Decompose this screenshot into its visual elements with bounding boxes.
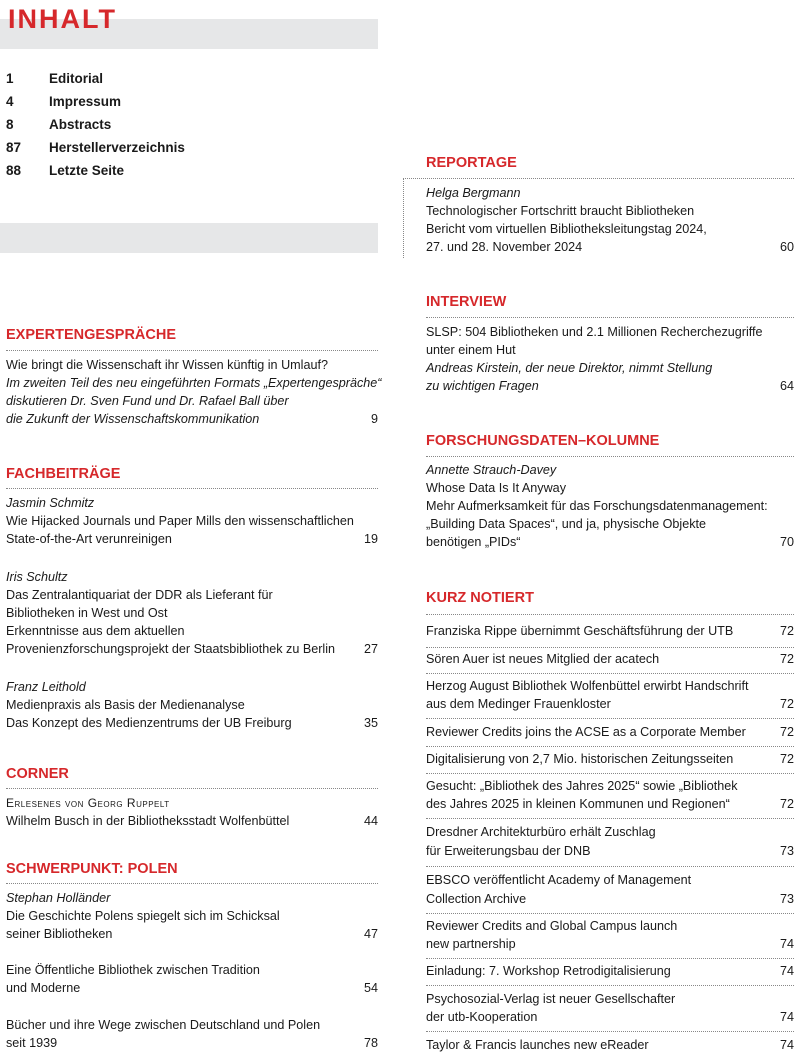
article-title[interactable]: Wie Hijacked Journals und Paper Mills den wissenschaftlichen [6, 514, 354, 528]
toc-row-letzte-seite[interactable] [6, 163, 124, 178]
article-author: Stephan Holländer [6, 891, 111, 905]
page-number: 73 [779, 892, 794, 906]
page-number: 27 [363, 642, 378, 656]
page-number: 72 [779, 752, 794, 766]
news-item-title[interactable]: Gesucht: „Bibliothek des Jahres 2025“ sowie „Bibliothek [426, 779, 738, 793]
item-rule [426, 958, 794, 959]
article-title[interactable]: Eine Öffentliche Bibliothek zwischen Tradition [6, 963, 260, 977]
article-title[interactable]: seit 1939 [6, 1036, 58, 1050]
toc-label: Impressum [49, 94, 122, 109]
news-item-title[interactable]: Taylor & Francis launches new eReader [426, 1038, 649, 1052]
article-subtitle: „Building Data Spaces“, und ja, physische Objekte [426, 517, 707, 531]
page-number: 78 [363, 1036, 378, 1050]
article-subtitle: Andreas Kirstein, der neue Direktor, nimmt Stellung [426, 361, 713, 375]
news-item-title[interactable]: Reviewer Credits joins the ACSE as a Corporate Member [426, 725, 746, 739]
page-number: 70 [779, 535, 794, 549]
toc-row-impressum[interactable] [6, 94, 121, 109]
section-heading-kurz-notiert: KURZ NOTIERT [426, 590, 534, 606]
news-item-title[interactable]: Franziska Rippe übernimmt Geschäftsführung der UTB [426, 624, 734, 638]
page-number: 54 [363, 981, 378, 995]
column-divider [403, 178, 404, 258]
article-title[interactable]: Bücher und ihre Wege zwischen Deutschland und Polen [6, 1018, 321, 1032]
article-author: Annette Strauch-Davey [426, 463, 557, 477]
news-item-title[interactable]: Einladung: 7. Workshop Retrodigitalisierung [426, 964, 671, 978]
item-rule [426, 866, 794, 867]
toc-row-editorial[interactable] [6, 71, 103, 86]
section-heading-interview: INTERVIEW [426, 294, 507, 310]
article-subtitle: diskutieren Dr. Sven Fund und Dr. Rafael Ball über [6, 394, 289, 408]
page-number: 72 [779, 697, 794, 711]
section-rule [426, 317, 794, 318]
divider-bar [0, 223, 378, 253]
section-rule [6, 488, 378, 489]
page-number: 72 [779, 624, 794, 638]
toc-page: 88 [6, 163, 22, 178]
article-title[interactable]: Whose Data Is It Anyway [426, 481, 566, 495]
page-number: 35 [363, 716, 378, 730]
toc-label: Herstellerverzeichnis [49, 140, 185, 155]
item-rule [426, 647, 794, 648]
toc-page: 8 [6, 117, 14, 132]
article-title[interactable]: Das Zentralantiquariat der DDR als Lieferant für [6, 588, 273, 602]
news-item-title[interactable]: new partnership [426, 937, 516, 951]
toc-page: 87 [6, 140, 22, 155]
article-author: Helga Bergmann [426, 186, 521, 200]
page-title: INHALT [8, 4, 117, 34]
toc-page: 1 [6, 71, 14, 86]
column-subtitle: Erlesenes von Georg Ruppelt [6, 796, 170, 810]
item-rule [426, 818, 794, 819]
section-rule [403, 178, 794, 179]
toc-label: Abstracts [49, 117, 112, 132]
page-number: 9 [370, 412, 378, 426]
item-rule [426, 1031, 794, 1032]
article-subtitle: die Zukunft der Wissenschaftskommunikation [6, 412, 260, 426]
news-item-title[interactable]: der utb-Kooperation [426, 1010, 538, 1024]
page-number: 74 [779, 1038, 794, 1052]
article-title[interactable]: Bibliotheken in West und Ost [6, 606, 168, 620]
article-title[interactable]: Die Geschichte Polens spiegelt sich im Schicksal [6, 909, 280, 923]
article-title[interactable]: Medienpraxis als Basis der Medienanalyse [6, 698, 245, 712]
toc-row-hersteller[interactable] [6, 140, 185, 155]
article-title[interactable]: seiner Bibliotheken [6, 927, 113, 941]
page-number: 72 [779, 797, 794, 811]
article-title[interactable]: und Moderne [6, 981, 81, 995]
page-number: 19 [363, 532, 378, 546]
news-item-title[interactable]: aus dem Medinger Frauenkloster [426, 697, 611, 711]
article-subtitle: 27. und 28. November 2024 [426, 240, 583, 254]
article-title[interactable]: Wilhelm Busch in der Bibliotheksstadt Wolfenbüttel [6, 814, 290, 828]
item-rule [426, 985, 794, 986]
article-author: Franz Leithold [6, 680, 86, 694]
page-number: 47 [363, 927, 378, 941]
page-number: 73 [779, 844, 794, 858]
news-item-title[interactable]: Reviewer Credits and Global Campus launch [426, 919, 678, 933]
section-heading-corner: CORNER [6, 766, 69, 782]
article-title[interactable]: Technologischer Fortschritt braucht Bibliotheken [426, 204, 695, 218]
toc-page: 4 [6, 94, 14, 109]
page-number: 74 [779, 964, 794, 978]
section-heading-expertengespraeche: EXPERTENGESPRÄCHE [6, 327, 177, 343]
page-number: 72 [779, 725, 794, 739]
page-number: 74 [779, 1010, 794, 1024]
news-item-title[interactable]: Psychosozial-Verlag ist neuer Gesellschafter [426, 992, 676, 1006]
item-rule [426, 746, 794, 747]
article-subtitle: Provenienzforschungsprojekt der Staatsbibliothek zu Berlin [6, 642, 336, 656]
section-rule [6, 883, 378, 884]
news-item-title[interactable]: Dresdner Architekturbüro erhält Zuschlag [426, 825, 656, 839]
article-subtitle: Das Konzept des Medienzentrums der UB Freiburg [6, 716, 292, 730]
page-number: 74 [779, 937, 794, 951]
toc-label: Editorial [49, 71, 104, 86]
article-title[interactable]: unter einem Hut [426, 343, 516, 357]
section-heading-reportage: REPORTAGE [426, 155, 517, 171]
item-rule [426, 673, 794, 674]
toc-label: Letzte Seite [49, 163, 125, 178]
item-rule [426, 718, 794, 719]
article-author: Iris Schultz [6, 570, 68, 584]
article-title[interactable]: State-of-the-Art verunreinigen [6, 532, 172, 546]
section-rule [426, 456, 794, 457]
news-item-title[interactable]: Sören Auer ist neues Mitglied der acatech [426, 652, 660, 666]
news-item-title[interactable]: für Erweiterungsbau der DNB [426, 844, 591, 858]
news-item-title[interactable]: Collection Archive [426, 892, 527, 906]
article-title[interactable]: Wie bringt die Wissenschaft ihr Wissen künftig in Umlauf? [6, 358, 328, 372]
section-rule [6, 788, 378, 789]
article-subtitle: Im zweiten Teil des neu eingeführten Formats „Expertengespräche“ [6, 376, 382, 390]
page-number: 72 [779, 652, 794, 666]
article-title[interactable]: SLSP: 504 Bibliotheken und 2.1 Millionen Recherchezugriffe [426, 325, 763, 339]
news-item-title[interactable]: Digitalisierung von 2,7 Mio. historischen Zeitungsseiten [426, 752, 734, 766]
news-item-title[interactable]: des Jahres 2025 in kleinen Kommunen und Regionen“ [426, 797, 730, 811]
page-number: 64 [779, 379, 794, 393]
section-rule [426, 614, 794, 615]
section-heading-forschungsdaten-kolumne: FORSCHUNGSDATEN–KOLUMNE [426, 433, 660, 449]
toc-row-abstracts[interactable] [6, 117, 111, 132]
article-subtitle: Bericht vom virtuellen Bibliotheksleitungstag 2024, [426, 222, 707, 236]
section-rule [6, 350, 378, 351]
article-subtitle: benötigen „PIDs“ [426, 535, 521, 549]
item-rule [426, 773, 794, 774]
section-heading-schwerpunkt-polen: SCHWERPUNKT: POLEN [6, 861, 178, 877]
news-item-title[interactable]: EBSCO veröffentlicht Academy of Management [426, 873, 692, 887]
article-subtitle: Erkenntnisse aus dem aktuellen [6, 624, 185, 638]
page-number: 60 [779, 240, 794, 254]
news-item-title[interactable]: Herzog August Bibliothek Wolfenbüttel erwirbt Handschrift [426, 679, 749, 693]
article-subtitle: Mehr Aufmerksamkeit für das Forschungsdatenmanagement: [426, 499, 768, 513]
article-subtitle: zu wichtigen Fragen [426, 379, 539, 393]
item-rule [426, 913, 794, 914]
page-number: 44 [363, 814, 378, 828]
section-heading-fachbeitraege: FACHBEITRÄGE [6, 466, 121, 482]
article-author: Jasmin Schmitz [6, 496, 95, 510]
